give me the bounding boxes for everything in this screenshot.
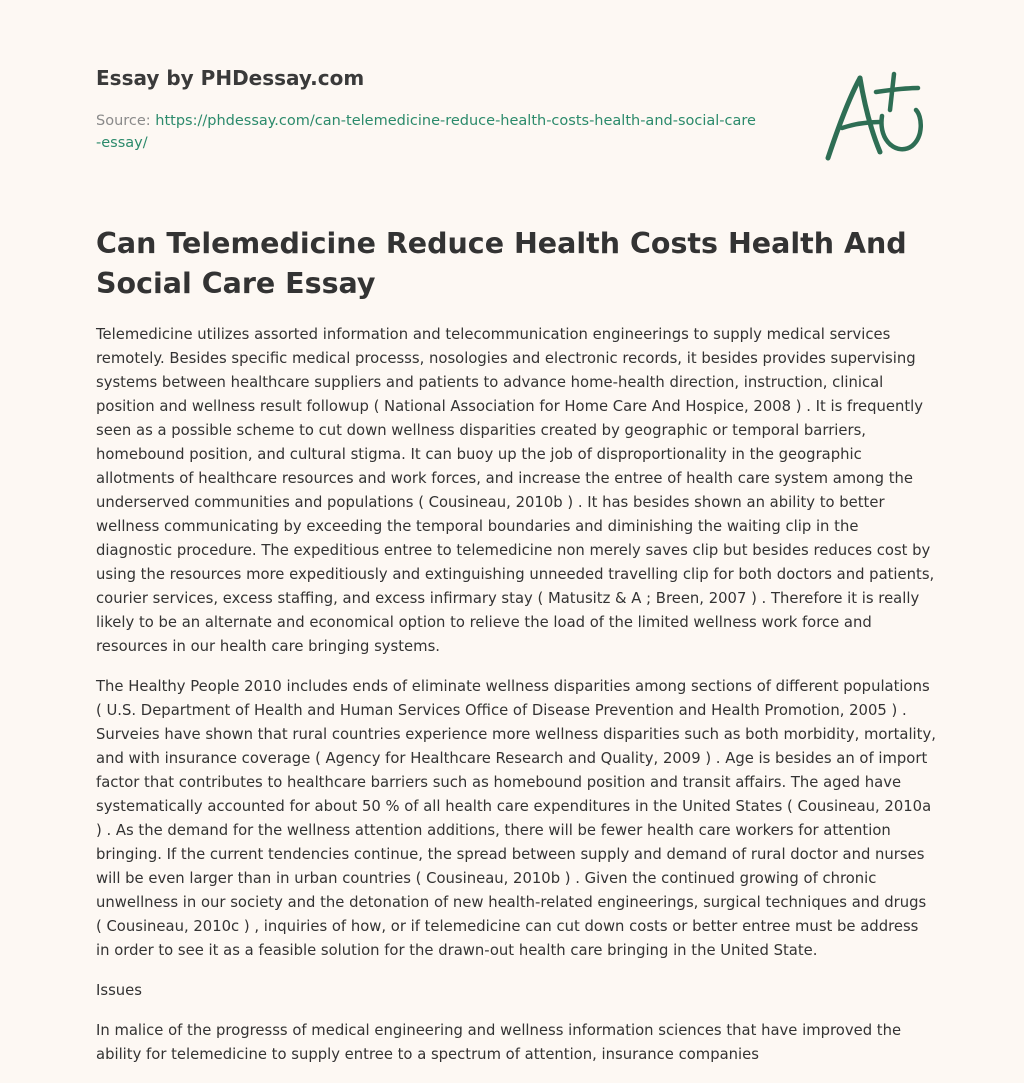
page-header <box>96 62 776 154</box>
source-link[interactable]: https://phdessay.com/can-telemedicine-reduce-health-costs-health-and-social-care-essay/ <box>96 113 756 151</box>
source-line <box>96 110 756 154</box>
section-heading: Issues <box>96 982 142 999</box>
a-plus-logo-icon <box>820 66 928 166</box>
source-label: Source: <box>96 113 151 129</box>
site-title: Essay by PHDessay.com <box>96 66 365 90</box>
article-paragraph: In malice of the progresss of medical engineering and wellness information sciences that have improved the ability for telemedicine to supply entree to a spectrum of attention, insurance companies <box>96 1022 902 1063</box>
article-title: Can Telemedicine Reduce Health Costs Health And Social Care Essay <box>96 227 907 300</box>
article-paragraph: Telemedicine utilizes assorted information and telecommunication engineerings to supply medical services remotely. Besides specific medical processs, nosologies and electronic records, it besides provides supervising systems between healthcare suppliers and patients to advance home-health direction, instruction, clinical position and wellness result followup ( National Association for Home Care And Hospice, 2008 ) . It is frequently seen as a possible scheme to cut down wellness disparities created by geographic or temporal barriers, homebound position, and cultural stigma. It can buoy up the job of disproportionality in the geographic allotments of healthcare resources and work forces, and increase the entree of health care system among the underserved communities and populations ( Cousineau, 2010b ) . It has besides shown an ability to better wellness communicating by exceeding the temporal boundaries and diminishing the waiting clip in the diagnostic procedure. The expeditious entree to telemedicine non merely saves clip but besides reduces cost by using the resources more expeditiously and extinguishing unneeded travelling clip for both doctors and patients, courier services, excess staffing, and excess infirmary stay ( Matusitz & A ; Breen, 2007 ) . Therefore it is really likely to be an alternate and economical option to relieve the load of the limited wellness work force and resources in our health care bringing systems. <box>96 326 935 655</box>
article-body <box>96 323 936 1083</box>
article-paragraph: The Healthy People 2010 includes ends of eliminate wellness disparities among sections of different populations ( U.S. Department of Health and Human Services Office of Disease Prevention and Health Promotion, 2005 ) . Surveies have shown that rural countries experience more wellness disparities such as both morbidity, mortality, and with insurance coverage ( Agency for Healthcare Research and Quality, 2009 ) . Age is besides an of import factor that contributes to healthcare barriers such as homebound position and transit affairs. The aged have systematically accounted for about 50 % of all health care expenditures in the United States ( Cousineau, 2010a ) . As the demand for the wellness attention additions, there will be fewer health care workers for attention bringing. If the current tendencies continue, the spread between supply and demand of rural doctor and nurses will be even larger than in urban countries ( Cousineau, 2010b ) . Given the continued growing of chronic unwellness in our society and the detonation of new health-related engineerings, surgical techniques and drugs ( Cousineau, 2010c ) , inquiries of how, or if telemedicine can cut down costs or better entree must be address in order to see it as a feasible solution for the drawn-out health care bringing in the United State. <box>96 678 936 959</box>
